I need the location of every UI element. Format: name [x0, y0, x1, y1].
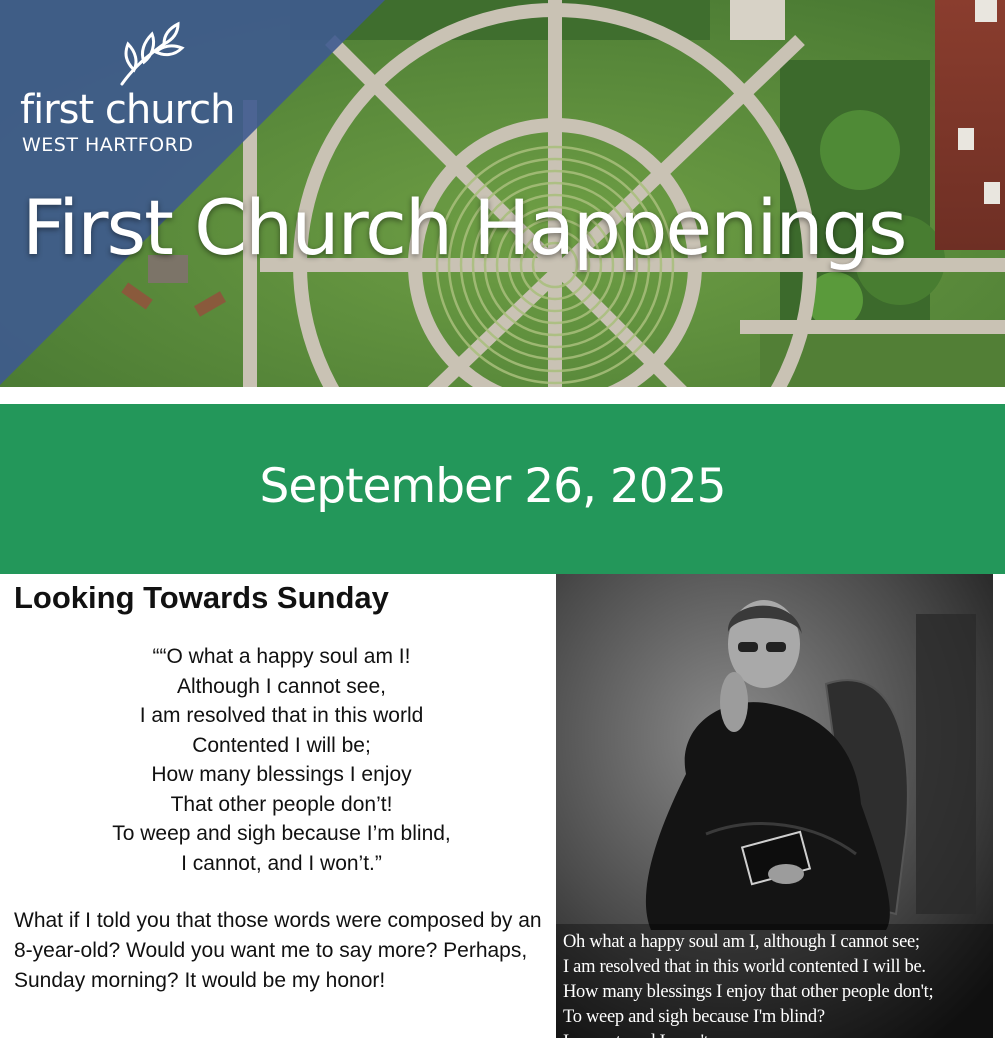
article-looking-towards-sunday: [14, 574, 549, 1038]
issue-date-band: [0, 404, 1005, 574]
newsletter-title: First Church Happenings: [22, 183, 906, 272]
poem-quote: [14, 642, 549, 878]
divider: [0, 387, 1005, 404]
poem-line: I cannot, and I won’t.”: [181, 851, 382, 875]
section-heading: Looking Towards Sunday: [14, 580, 389, 615]
caption-line: I cannot, and I won't.: [563, 1032, 713, 1052]
poem-line: ““O what a happy soul am I!: [152, 645, 411, 668]
poem-line: Contented I will be;: [192, 733, 371, 757]
header-banner: [0, 0, 1005, 387]
leaf-sprig-icon: [112, 22, 192, 92]
logo-location: WEST HARTFORD: [22, 134, 194, 156]
poem-line: To weep and sigh because I’m blind,: [112, 822, 451, 845]
poem-line: Although I cannot see,: [177, 674, 386, 698]
issue-date: September 26, 2025: [259, 459, 726, 514]
article-body: What if I told you that those words were composed by an 8-year-old? Would you want me to say more? Perhaps, Sunday morning? It would be my honor!: [14, 909, 542, 992]
fanny-crosby-photo[interactable]: [556, 574, 993, 1052]
poem-line: That other people don’t!: [170, 792, 393, 816]
poem-line: How many blessings I enjoy: [151, 763, 412, 786]
poem-line: I am resolved that in this world: [139, 704, 424, 727]
logo-wordmark: first church: [20, 87, 235, 133]
photo-caption: [563, 930, 993, 1055]
caption-line: I am resolved that in this world contented I will be.: [563, 957, 926, 977]
caption-line: To weep and sigh because I'm blind?: [563, 1007, 825, 1027]
caption-line: Oh what a happy soul am I, although I cannot see;: [563, 932, 920, 952]
caption-line: How many blessings I enjoy that other people don't;: [563, 982, 934, 1002]
church-logo[interactable]: [20, 18, 250, 178]
